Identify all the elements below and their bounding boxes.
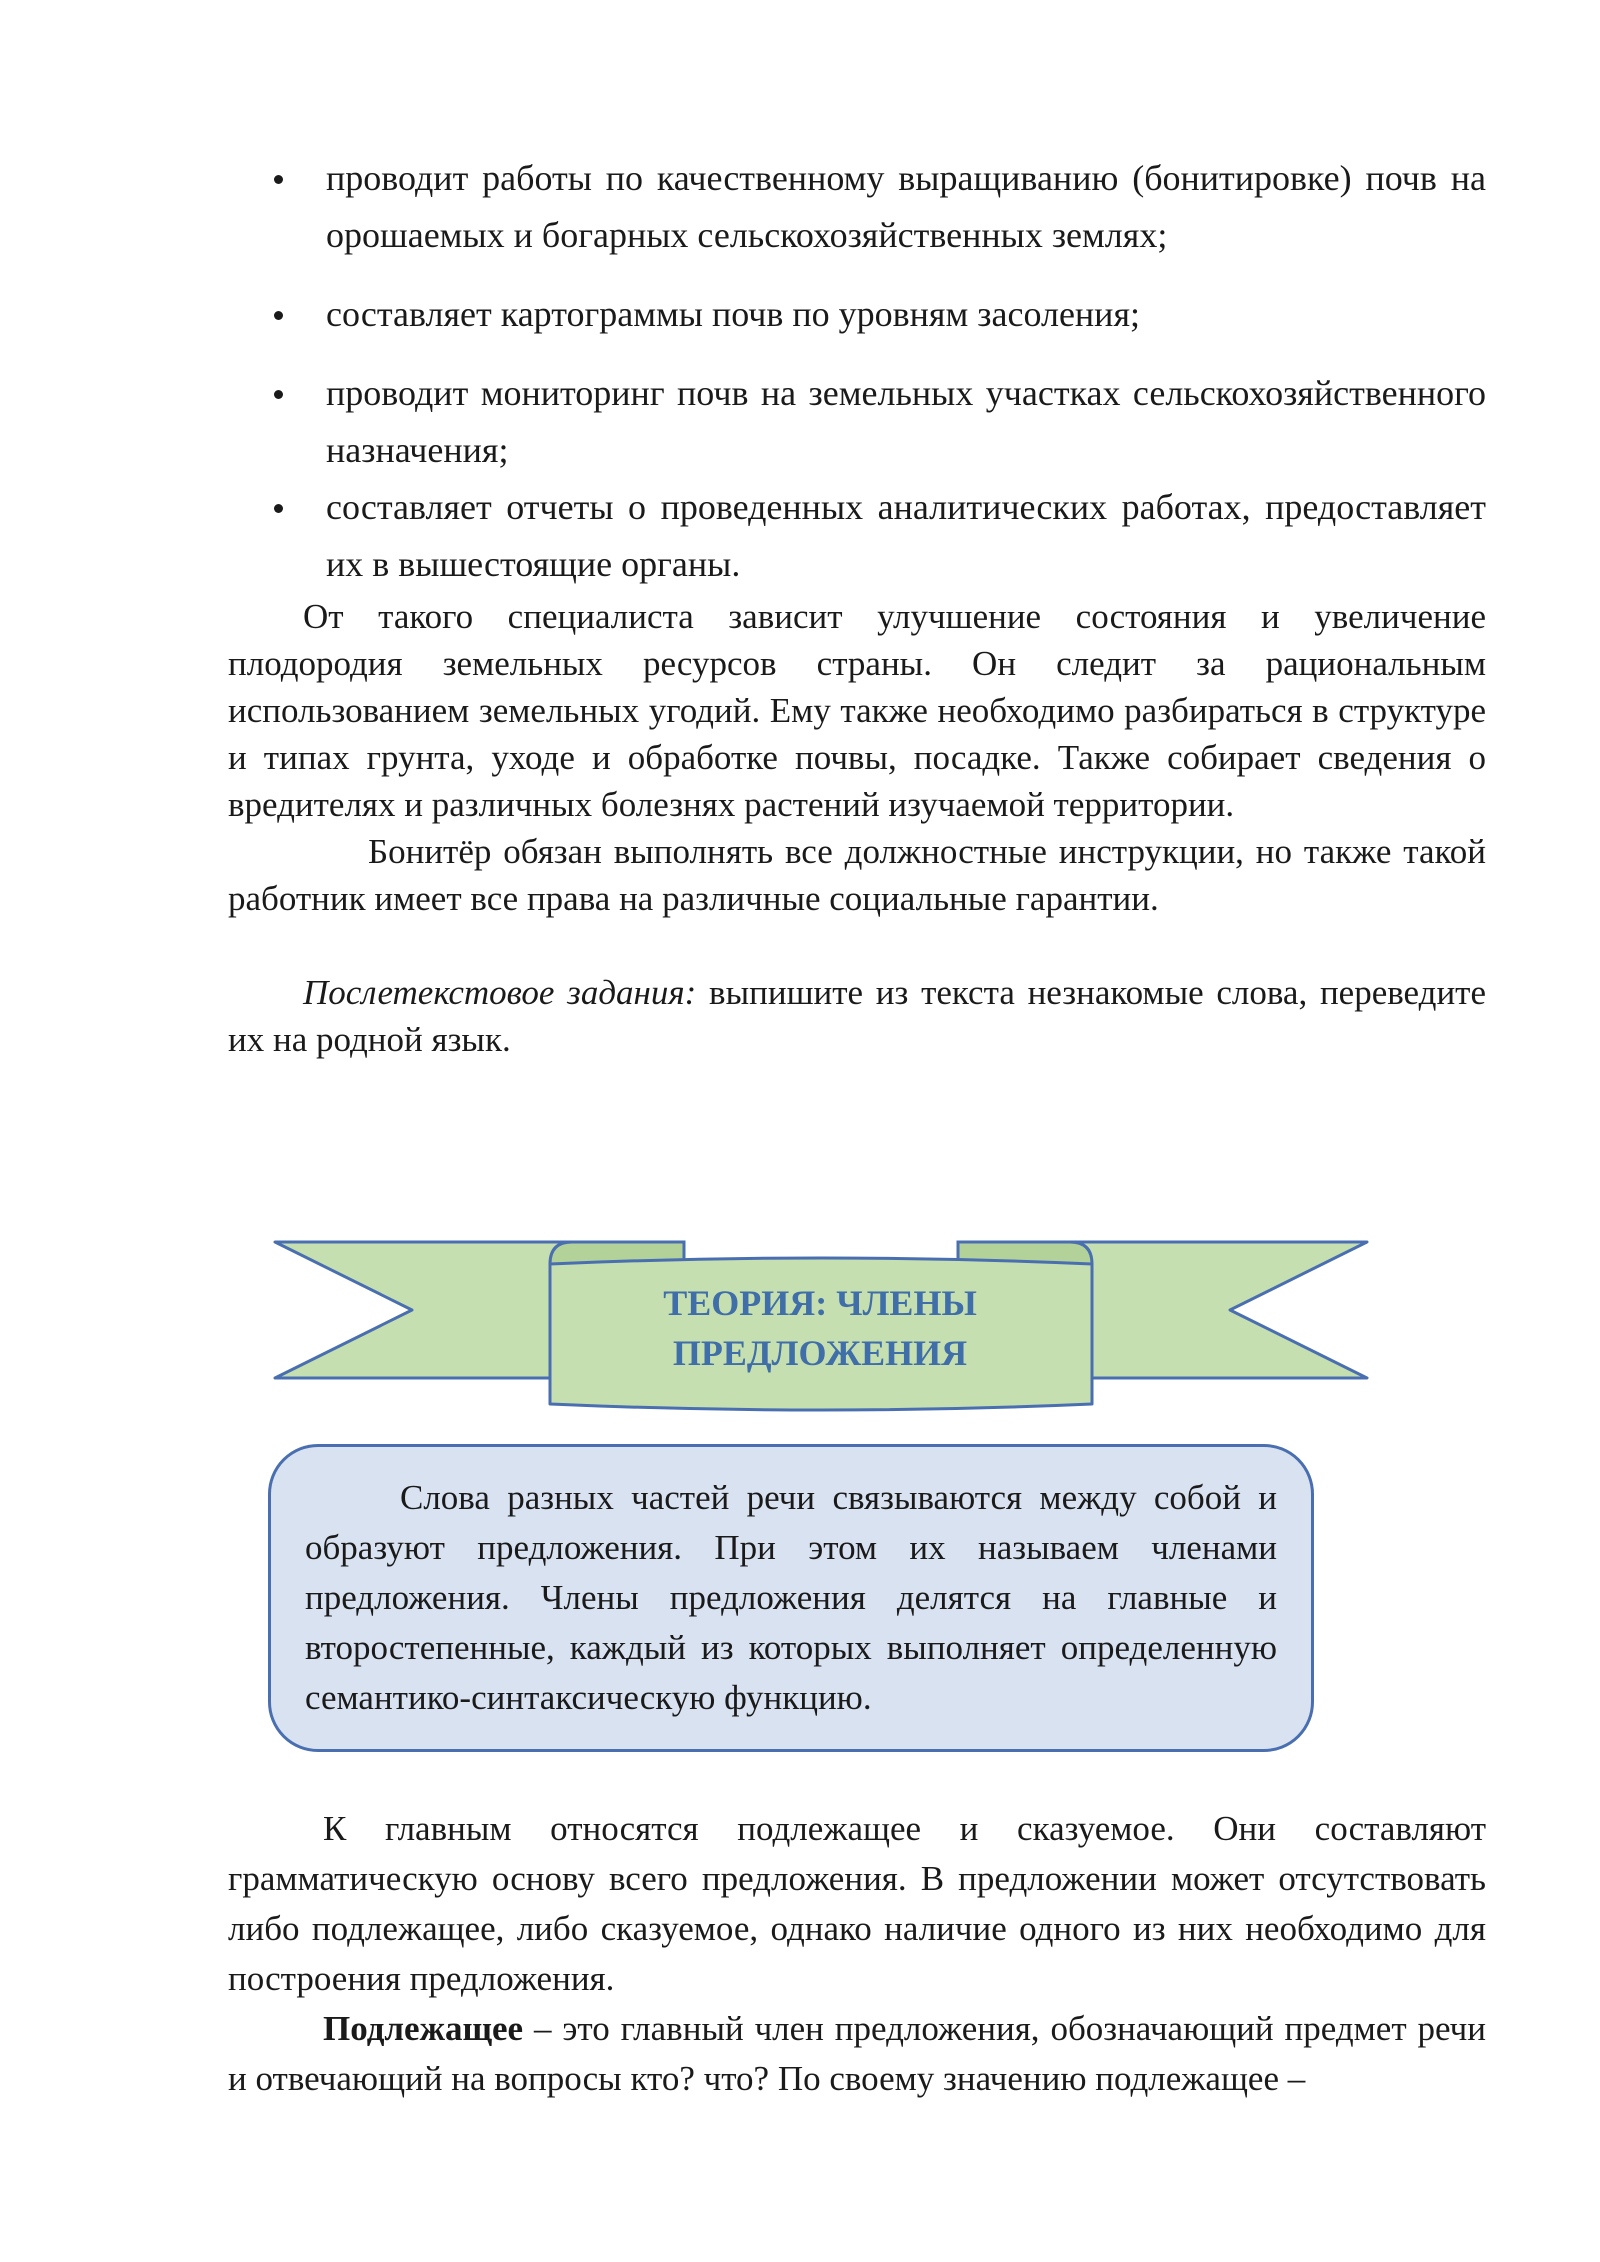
document-page	[228, 150, 1486, 1063]
bullet-icon	[274, 390, 283, 399]
banner-title	[550, 1278, 1090, 1378]
bullet-icon	[274, 175, 283, 184]
list-item	[228, 479, 1486, 593]
duties-list	[228, 150, 1486, 593]
paragraph-main-members: К главным относятся подлежащее и сказуемое. Они составляют грамматическую основу всего предложения. В предложении может отсутствовать либо подлежащее, либо сказуемое, однако наличие одного из них необходимо для построения предложения.	[228, 1809, 1486, 1998]
list-item-text: проводит работы по качественному выращиванию (бонитировке) почв на орошаемых и богарных сельскохозяйственных землях;	[326, 158, 1486, 255]
paragraph-specialist: От такого специалиста зависит улучшение состояния и увеличение плодородия земельных ресурсов страны. Он следит за рациональным использованием земельных угодий. Ему также необходимо разбираться в структуре и типах грунта, уходе и обработке почвы, посадке. Также собирает сведения о вредителях и различных болезнях растений изучаемой территории.	[228, 597, 1486, 824]
document-page-lower	[228, 1804, 1486, 2104]
theory-banner	[272, 1238, 1372, 1414]
list-item-text: составляет картограммы почв по уровням засоления;	[326, 294, 1141, 334]
banner-title-line: ТЕОРИЯ: ЧЛЕНЫ	[663, 1283, 977, 1323]
term-subject: Подлежащее	[323, 2009, 524, 2048]
task-label: Послетекстовое задания:	[303, 973, 697, 1012]
post-text-task	[228, 969, 1486, 1063]
bullet-icon	[274, 504, 283, 513]
list-item	[228, 150, 1486, 264]
definition-box	[268, 1444, 1314, 1752]
bullet-icon	[274, 311, 283, 320]
list-item-text: составляет отчеты о проведенных аналитических работах, предоставляет их в вышестоящие органы.	[326, 487, 1486, 584]
list-item-text: проводит мониторинг почв на земельных участках сельскохозяйственного назначения;	[326, 373, 1486, 470]
paragraph-subject	[228, 2004, 1486, 2104]
banner-title-line: ПРЕДЛОЖЕНИЯ	[672, 1333, 968, 1373]
definition-text: Слова разных частей речи связываются между собой и образуют предложения. При этом их называем членами предложения. Члены предложения делятся на главные и второстепенные, каждый из которых выполняет определенную семантико-синтаксическую функцию.	[305, 1478, 1277, 1717]
subject-definition: – это главный член предложения, обозначающий предмет речи и отвечающий на вопросы кто? что? По своему значению подлежащее –	[228, 2009, 1486, 2098]
list-item	[228, 365, 1486, 479]
list-item	[228, 286, 1486, 343]
paragraph-boniter: Бонитёр обязан выполнять все должностные инструкции, но также такой работник имеет все права на различные социальные гарантии.	[228, 832, 1486, 918]
task-text: выпишите из текста незнакомые слова, переведите их на родной язык.	[228, 973, 1486, 1059]
